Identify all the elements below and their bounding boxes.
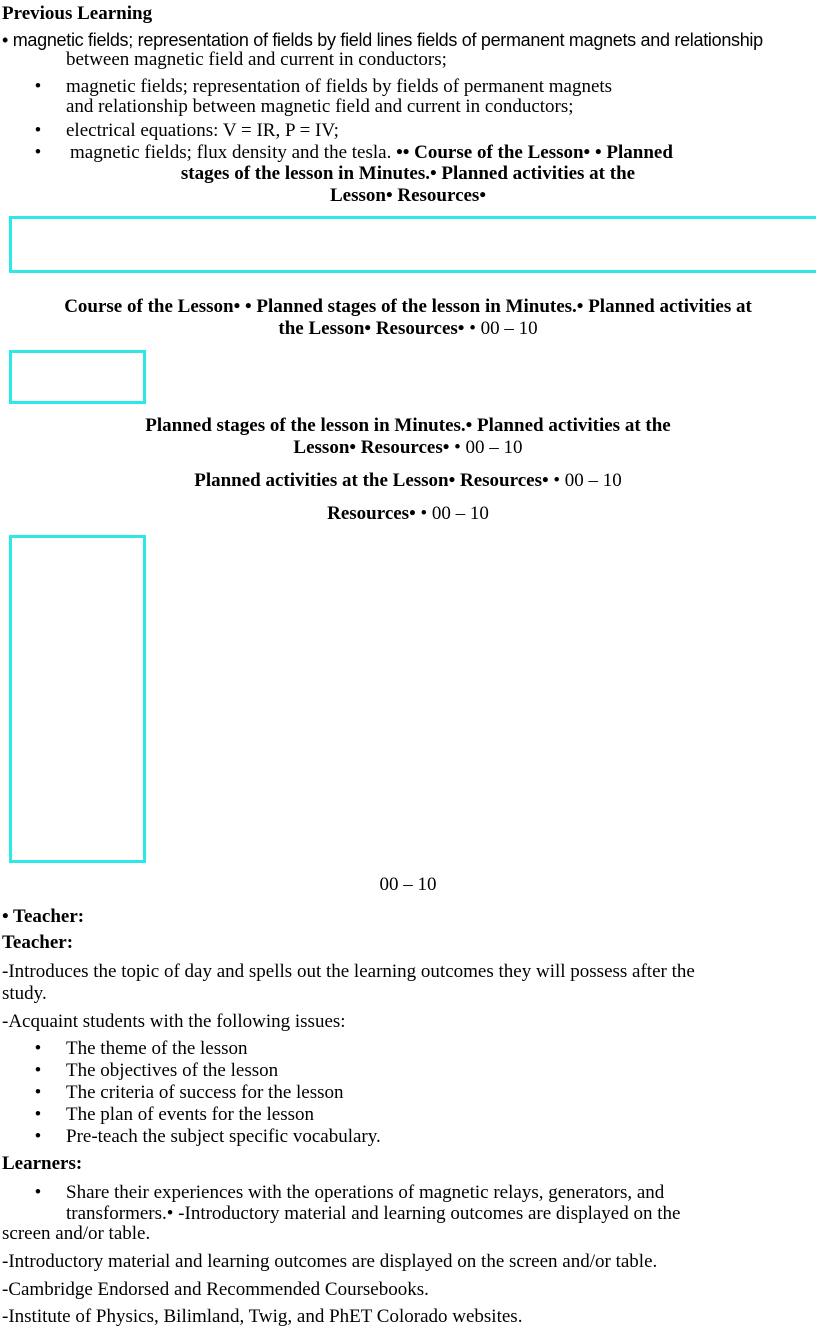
- learners-share-cont-2: screen and/or table.: [2, 1223, 151, 1244]
- resource-line: -Institute of Physics, Bilimland, Twig, and PhET Colorado websites.: [2, 1306, 523, 1327]
- course-inline-heading: •• Course of the Lesson• • Planned: [396, 142, 673, 163]
- issue-item: The objectives of the lesson: [66, 1060, 279, 1081]
- planned-stages-resources-label: Lesson• Resources•: [293, 437, 450, 458]
- list-item-last: [70, 142, 673, 164]
- list-item-text: magnetic fields; flux density and the tesla.: [70, 142, 392, 163]
- course-resources-label: the Lesson• Resources•: [278, 318, 465, 339]
- learners-heading: Learners:: [2, 1153, 83, 1174]
- resources-line: Lesson• Resources•: [330, 185, 486, 206]
- resource-line: -Cambridge Endorsed and Recommended Coursebooks.: [2, 1279, 429, 1300]
- empty-frame: [9, 216, 816, 273]
- list-item: magnetic fields; representation of fields by fields of permanent magnets: [66, 76, 613, 97]
- previous-learning-line: • magnetic fields; representation of fields by field lines fields of permanent magnets and relationship: [2, 30, 763, 50]
- teacher-acquaint: -Acquaint students with the following issues:: [2, 1011, 346, 1032]
- list-item: electrical equations: V = IR, P = IV;: [66, 120, 339, 141]
- planned-activities-line: [0, 470, 816, 492]
- bullet: •: [34, 1082, 42, 1103]
- planned-activities-label: Planned activities at the Lesson• Resources•: [194, 470, 549, 491]
- time-range: • 00 – 10: [449, 437, 523, 458]
- time-range: • 00 – 10: [415, 503, 489, 524]
- time-range: • 00 – 10: [548, 470, 622, 491]
- bullet: •: [34, 1126, 42, 1147]
- bullet: •: [34, 1104, 42, 1125]
- teacher-intro-cont: study.: [2, 983, 47, 1004]
- stages-line: stages of the lesson in Minutes.• Planned activities at the: [180, 163, 636, 184]
- course-line-2: [0, 318, 816, 340]
- resources-line-2: [0, 503, 816, 525]
- bullet: •: [34, 1060, 42, 1081]
- course-heading: Course of the Lesson• • Planned stages of the lesson in Minutes.• Planned activities at: [64, 296, 752, 317]
- issue-item: The theme of the lesson: [66, 1038, 248, 1059]
- issue-item: The plan of events for the lesson: [66, 1104, 314, 1125]
- resource-line: -Introductory material and learning outcomes are displayed on the screen and/or table.: [2, 1251, 658, 1272]
- time-range: • 00 – 10: [464, 318, 538, 339]
- bullet: •: [34, 1182, 42, 1203]
- issue-item: The criteria of success for the lesson: [66, 1082, 344, 1103]
- bullet: •: [34, 1038, 42, 1059]
- previous-learning-line-cont: between magnetic field and current in conductors;: [66, 49, 447, 70]
- resources-label: Resources•: [327, 503, 416, 524]
- bullet: •: [34, 142, 42, 163]
- learners-share-cont: transformers.• -Introductory material and learning outcomes are displayed on the: [66, 1203, 681, 1224]
- planned-stages-line-2: [0, 437, 816, 459]
- list-item-cont: and relationship between magnetic field and current in conductors;: [66, 96, 574, 117]
- bullet: •: [34, 76, 42, 97]
- issue-item: Pre-teach the subject specific vocabulary.: [66, 1126, 381, 1147]
- time-label: 00 – 10: [379, 874, 437, 895]
- previous-learning-heading: Previous Learning: [2, 3, 153, 24]
- tall-frame: [9, 535, 146, 863]
- teacher-bullet-heading: • Teacher:: [2, 906, 85, 927]
- bullet: •: [34, 120, 42, 141]
- small-frame: [9, 350, 146, 404]
- planned-stages-heading: Planned stages of the lesson in Minutes.• Planned activities at the: [145, 415, 671, 436]
- teacher-intro: -Introduces the topic of day and spells out the learning outcomes they will possess after the: [2, 961, 695, 982]
- learners-share: Share their experiences with the operations of magnetic relays, generators, and: [66, 1182, 665, 1203]
- teacher-heading: Teacher:: [2, 932, 74, 953]
